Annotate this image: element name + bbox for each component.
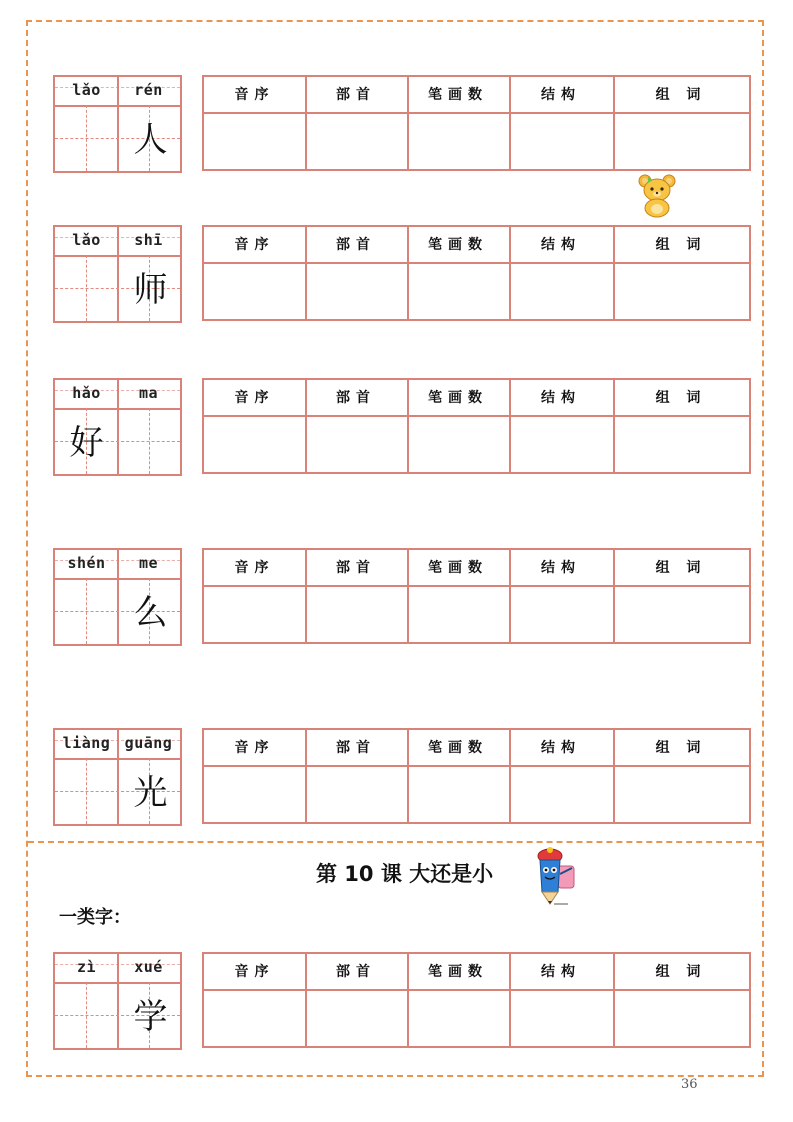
character-info-table — [202, 225, 751, 321]
answer-cell[interactable] — [613, 991, 749, 1046]
yinxu-header: 音序 — [234, 560, 275, 576]
hanzi-1: 好 — [69, 423, 104, 463]
writing-grid — [53, 728, 182, 826]
character-row — [0, 378, 793, 478]
pencil-mascot-icon — [528, 846, 584, 910]
lesson-subtitle: 一类字： — [59, 907, 131, 928]
yinxu-header: 音序 — [234, 237, 275, 253]
answer-cell[interactable] — [407, 587, 509, 642]
pinyin-2: ma — [138, 384, 159, 402]
answer-cell[interactable] — [509, 767, 613, 822]
answer-cell[interactable] — [407, 991, 509, 1046]
bushou-header: 部首 — [336, 390, 376, 406]
hanzi-1 — [55, 762, 118, 824]
page-number: 36 — [681, 1077, 698, 1092]
answer-cell[interactable] — [613, 264, 749, 319]
bihuashu-header: 笔画数 — [428, 237, 488, 253]
zuci-header: 组 词 — [655, 237, 707, 253]
answer-cell[interactable] — [613, 417, 749, 472]
answer-cell[interactable] — [613, 767, 749, 822]
jiegou-header: 结构 — [541, 964, 581, 980]
answer-cell[interactable] — [407, 114, 509, 169]
pinyin-2: rén — [134, 81, 163, 99]
hanzi-2: 么 — [133, 593, 168, 633]
zuci-header: 组 词 — [655, 390, 707, 406]
answer-cell[interactable] — [509, 264, 613, 319]
answer-cell[interactable] — [509, 417, 613, 472]
hanzi-1 — [55, 259, 118, 321]
jiegou-header: 结构 — [541, 390, 581, 406]
pinyin-1: lǎo — [72, 81, 101, 99]
hanzi-1 — [55, 986, 118, 1048]
pinyin-1: zì — [76, 958, 97, 976]
writing-grid — [53, 548, 182, 646]
character-info-table — [202, 75, 751, 171]
pinyin-2: guāng — [124, 734, 173, 752]
section-divider — [28, 841, 762, 843]
writing-grid — [53, 225, 182, 323]
hanzi-2: 光 — [133, 773, 168, 813]
jiegou-header: 结构 — [541, 560, 581, 576]
jiegou-header: 结构 — [541, 87, 581, 103]
jiegou-header: 结构 — [541, 740, 581, 756]
lesson-title: 第 10 课 大还是小 — [316, 862, 494, 886]
yinxu-header: 音序 — [234, 964, 275, 980]
zuci-header: 组 词 — [655, 740, 707, 756]
yinxu-header: 音序 — [234, 740, 275, 756]
answer-cell[interactable] — [305, 264, 407, 319]
writing-grid — [53, 952, 182, 1050]
answer-cell[interactable] — [305, 991, 407, 1046]
answer-cell[interactable] — [407, 417, 509, 472]
pinyin-2: shī — [134, 231, 163, 249]
zuci-header: 组 词 — [655, 87, 707, 103]
answer-cell[interactable] — [305, 417, 407, 472]
writing-grid — [53, 75, 182, 173]
bushou-header: 部首 — [336, 560, 376, 576]
character-row — [0, 728, 793, 828]
bihuashu-header: 笔画数 — [428, 964, 488, 980]
answer-cell[interactable] — [305, 767, 407, 822]
pinyin-1: hǎo — [72, 384, 101, 402]
answer-cell[interactable] — [613, 587, 749, 642]
answer-cell[interactable] — [509, 991, 613, 1046]
hanzi-2: 学 — [133, 997, 168, 1037]
answer-cell[interactable] — [204, 991, 305, 1046]
pinyin-1: liàng — [62, 734, 111, 752]
answer-cell[interactable] — [613, 114, 749, 169]
answer-cell[interactable] — [204, 264, 305, 319]
pinyin-2: xué — [134, 958, 163, 976]
answer-cell[interactable] — [204, 767, 305, 822]
bushou-header: 部首 — [336, 237, 376, 253]
hanzi-1 — [55, 109, 118, 171]
character-info-table — [202, 378, 751, 474]
bihuashu-header: 笔画数 — [428, 560, 488, 576]
character-info-table — [202, 728, 751, 824]
character-row — [0, 548, 793, 648]
answer-cell[interactable] — [407, 767, 509, 822]
bushou-header: 部首 — [336, 87, 376, 103]
hanzi-2 — [119, 412, 182, 474]
hanzi-2: 人 — [133, 120, 168, 160]
bihuashu-header: 笔画数 — [428, 390, 488, 406]
answer-cell[interactable] — [204, 114, 305, 169]
bihuashu-header: 笔画数 — [428, 740, 488, 756]
yinxu-header: 音序 — [234, 390, 275, 406]
yinxu-header: 音序 — [234, 87, 275, 103]
character-row — [0, 225, 793, 325]
writing-grid — [53, 378, 182, 476]
answer-cell[interactable] — [305, 114, 407, 169]
answer-cell[interactable] — [204, 417, 305, 472]
bushou-header: 部首 — [336, 740, 376, 756]
character-row — [0, 952, 793, 1052]
bihuashu-header: 笔画数 — [428, 87, 488, 103]
pinyin-2: me — [138, 554, 159, 572]
character-info-table — [202, 548, 751, 644]
zuci-header: 组 词 — [655, 560, 707, 576]
answer-cell[interactable] — [407, 264, 509, 319]
pinyin-1: shén — [67, 554, 106, 572]
hanzi-1 — [55, 582, 118, 644]
character-info-table — [202, 952, 751, 1048]
character-row — [0, 75, 793, 175]
answer-cell[interactable] — [305, 587, 407, 642]
bushou-header: 部首 — [336, 964, 376, 980]
zuci-header: 组 词 — [655, 964, 707, 980]
bear-sticker-icon — [634, 172, 680, 218]
answer-cell[interactable] — [509, 587, 613, 642]
jiegou-header: 结构 — [541, 237, 581, 253]
answer-cell[interactable] — [204, 587, 305, 642]
pinyin-1: lǎo — [72, 231, 101, 249]
answer-cell[interactable] — [509, 114, 613, 169]
hanzi-2: 师 — [133, 270, 168, 310]
